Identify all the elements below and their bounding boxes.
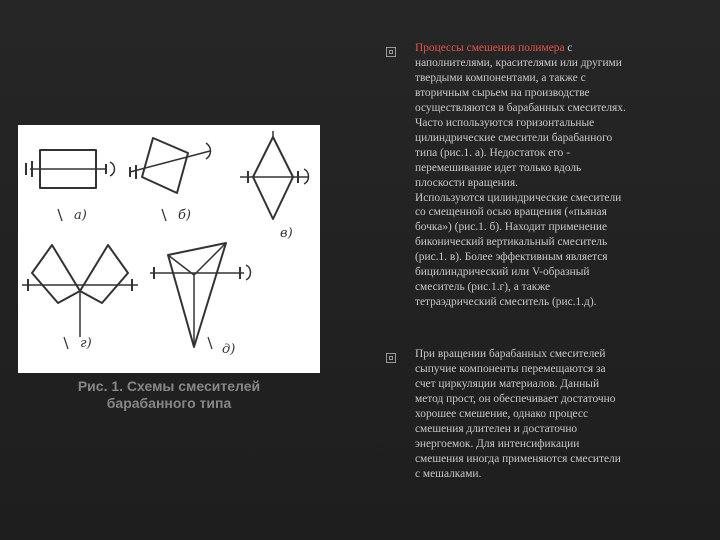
caption-line-2: барабанного типа <box>106 395 232 411</box>
line-text: твердыми компонентами, а также с <box>415 71 586 84</box>
scheme-a-label: а) <box>74 208 87 223</box>
mixer-schemes-drawing <box>18 125 320 373</box>
mixer-schemes-figure <box>18 125 320 373</box>
line-text: смеситель (рис.1.г), а также <box>415 281 551 294</box>
text-line <box>415 131 687 146</box>
text-line <box>415 452 687 467</box>
text-line <box>415 467 687 482</box>
line-text: с <box>564 42 573 54</box>
scheme-v-biconical <box>240 131 309 219</box>
text-line <box>415 407 687 422</box>
line-text: со смещенной осью вращения («пьяная <box>415 206 607 219</box>
text-line <box>415 392 687 407</box>
text-line <box>415 71 687 86</box>
text-line <box>415 422 687 437</box>
text-line <box>415 280 687 295</box>
text-line <box>415 191 687 206</box>
text-line <box>415 146 687 161</box>
line-text: наполнителями, красителями или другими <box>415 56 622 69</box>
line-text: метод прост, он обеспечивает достаточно <box>415 392 616 405</box>
line-text: бочка») (рис.1. б). Находит применение <box>415 221 608 234</box>
scheme-d-label: д) <box>222 342 236 357</box>
line-text: тетраэдрический смеситель (рис.1.д). <box>415 296 597 309</box>
text-line <box>415 220 687 235</box>
text-line <box>415 176 687 191</box>
paragraph-mixing-processes <box>415 41 687 310</box>
text-line <box>415 265 687 280</box>
line-text: типа (рис.1. а). Недостаток его - <box>415 146 571 159</box>
line-text: осуществляются в барабанных смесителях. <box>415 101 626 114</box>
line-text: цилиндрические смесители барабанного <box>415 131 613 144</box>
line-text: вторичным сырьем на производстве <box>415 86 590 99</box>
figure-caption <box>18 378 320 412</box>
text-line <box>415 347 687 362</box>
line-text: с мешалками. <box>415 467 482 480</box>
text-line <box>415 295 687 310</box>
line-text: При вращении барабанных смесителей <box>415 348 606 360</box>
line-text: Часто используются горизонтальные <box>415 116 595 129</box>
text-line <box>415 437 687 452</box>
scheme-g-label: г) <box>80 336 92 351</box>
paragraph-rotation-mixing <box>415 347 687 482</box>
text-line <box>415 116 687 131</box>
line-text: перемешивание идет только вдоль <box>415 161 582 174</box>
line-text: биконический вертикальный смеситель <box>415 236 608 249</box>
text-line <box>415 161 687 176</box>
line-text: счет циркуляции материалов. Данный <box>415 377 600 390</box>
scheme-a-horizontal-drum <box>26 150 115 221</box>
scheme-d-tetrahedral <box>150 243 251 349</box>
bullet-icon-2 <box>386 353 396 363</box>
highlighted-phrase: Процессы смешения полимера <box>415 42 565 54</box>
line-text: плоскости вращения. <box>415 176 518 189</box>
text-line <box>415 250 687 265</box>
text-line <box>415 205 687 220</box>
line-text: (рис.1. в). Более эффективным является <box>415 251 608 264</box>
scheme-b-drunk-barrel <box>130 138 211 221</box>
text-line <box>415 101 687 116</box>
line-text: смешения иногда применяются смесители <box>415 452 621 465</box>
line-text: хорошее смешение, однако процесс <box>415 407 589 420</box>
bullet-icon-1 <box>386 47 396 57</box>
line-text: смешения длителен и достаточно <box>415 422 578 435</box>
text-line <box>415 235 687 250</box>
scheme-b-label: б) <box>178 208 192 223</box>
line-text: энергоемок. Для интенсификации <box>415 437 580 450</box>
scheme-v-label: в) <box>280 226 293 241</box>
text-line <box>415 362 687 377</box>
text-line <box>415 86 687 101</box>
line-text: сыпучие компоненты перемещаются за <box>415 362 606 375</box>
caption-line-1: Рис. 1. Схемы смесителей <box>77 378 261 394</box>
text-line <box>415 56 687 71</box>
text-line <box>415 41 687 56</box>
scheme-g-v-shaped <box>22 245 138 349</box>
text-line <box>415 377 687 392</box>
line-text: Используются цилиндрические смесители <box>415 191 622 204</box>
line-text: бицилиндрический или V-образный <box>415 266 590 279</box>
